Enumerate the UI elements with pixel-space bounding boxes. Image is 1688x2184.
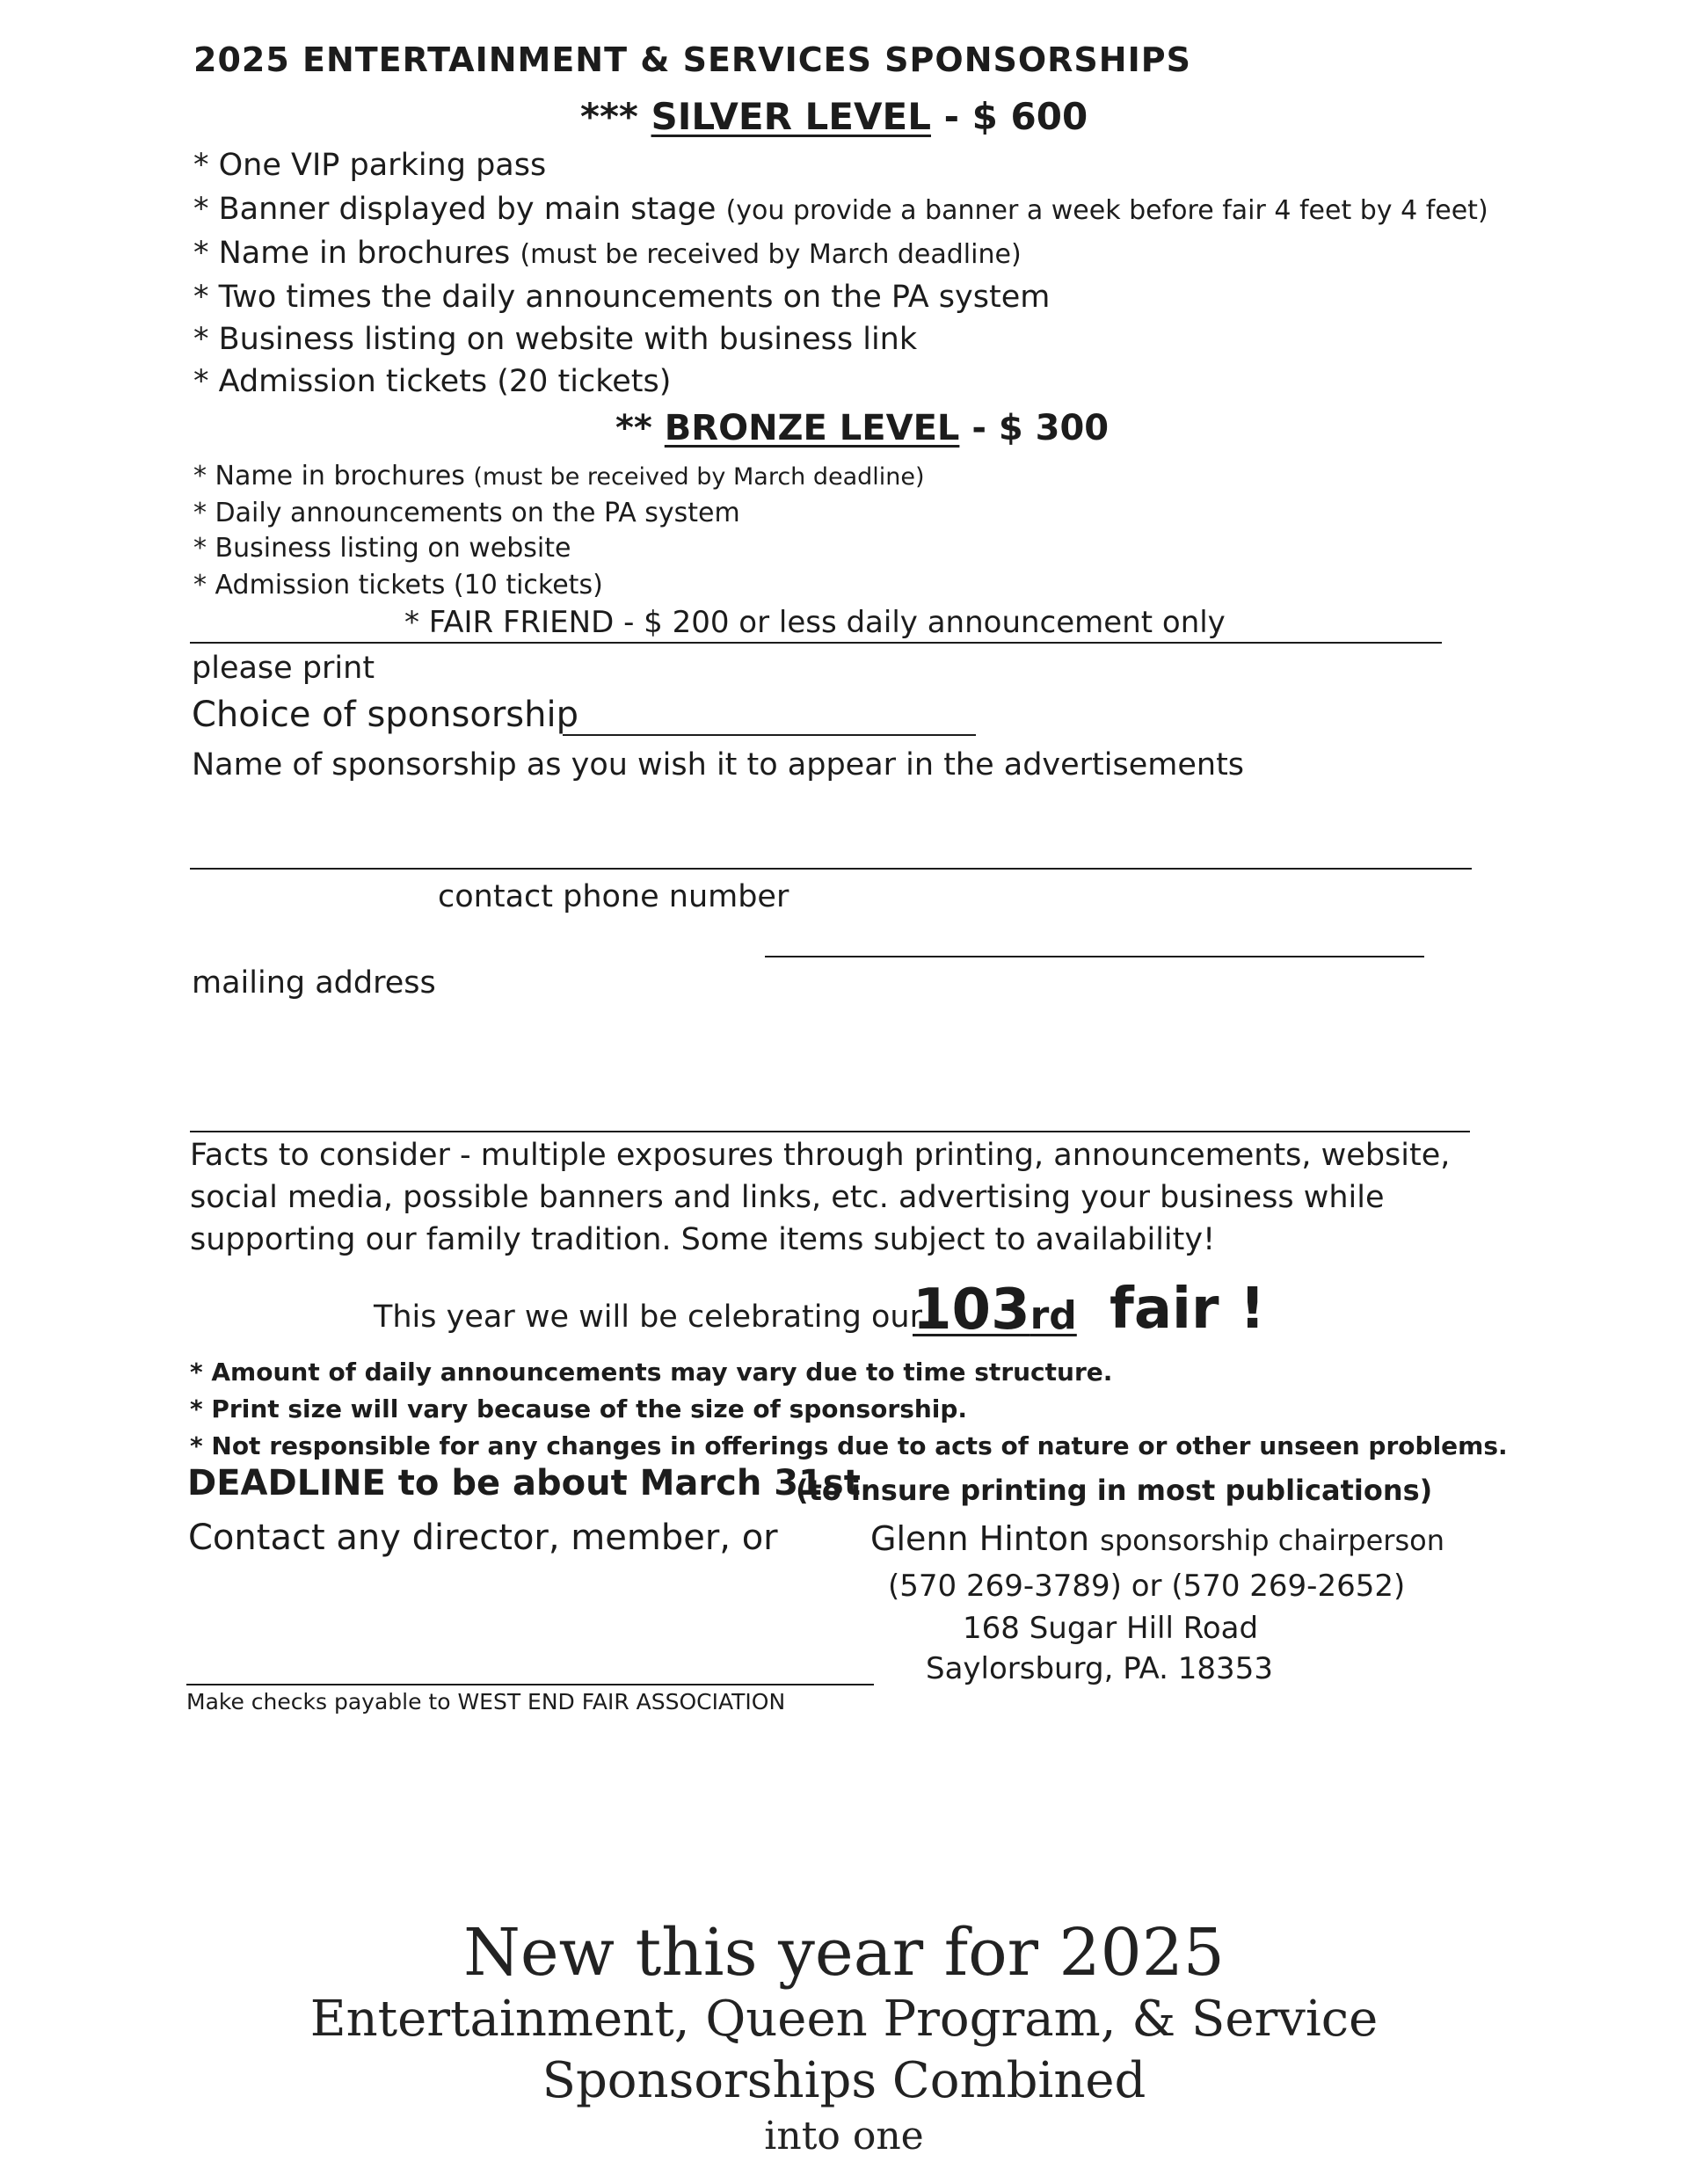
bronze-level-heading (615, 408, 1109, 448)
note-responsibility: * Not responsible for any changes in offerings due to acts of nature or other unseen problems. (190, 1431, 1508, 1460)
contact-phone-label: contact phone number (438, 879, 789, 914)
celebration-text: This year we will be celebrating our (374, 1299, 922, 1335)
deadline-note: (to insure printing in most publications) (796, 1474, 1433, 1507)
mailing-address-field[interactable] (190, 1131, 1470, 1132)
contact-phones: (570 269-3789) or (570 269-2652) (888, 1569, 1406, 1604)
bronze-benefit (193, 461, 925, 491)
into-one-line: into one (764, 2114, 924, 2159)
fair-number-value: 103 (913, 1278, 1030, 1343)
benefit-text: * Business listing on website (193, 533, 571, 564)
bronze-level-price: - $ 300 (971, 408, 1110, 448)
choice-of-sponsorship-label: Choice of sponsorship (192, 695, 578, 735)
page-title: 2025 ENTERTAINMENT & SERVICES SPONSORSHIPS (193, 40, 1191, 79)
fair-number-suffix: rd (1030, 1293, 1077, 1338)
sponsorship-name-label: Name of sponsorship as you wish it to appear in the advertisements (192, 747, 1245, 783)
silver-level-name: SILVER LEVEL (651, 95, 931, 138)
fair-exclamation: ! (1240, 1277, 1266, 1342)
silver-benefit (193, 322, 917, 357)
note-announcements: * Amount of daily announcements may vary due to time structure. (190, 1358, 1113, 1387)
silver-benefit (193, 192, 1488, 227)
benefit-note: (must be received by March deadline) (520, 239, 1022, 270)
choice-of-sponsorship-field[interactable] (563, 734, 976, 736)
combined-programs-line: Entertainment, Queen Program, & Service (309, 1991, 1379, 2048)
divider-line (190, 642, 1442, 644)
checks-payable-note: Make checks payable to WEST END FAIR ASSOCIATION (186, 1689, 786, 1714)
benefit-text: * One VIP parking pass (193, 148, 547, 183)
bronze-level-name: BRONZE LEVEL (664, 408, 960, 448)
chairperson-name: Glenn Hinton (870, 1519, 1090, 1558)
bronze-benefit (193, 498, 740, 528)
silver-benefit (193, 236, 1022, 271)
silver-level-price: - $ 600 (943, 95, 1088, 138)
fair-friend-line: * FAIR FRIEND - $ 200 or less daily announcement only (404, 605, 1226, 640)
silver-stars: *** (580, 95, 638, 138)
street-address: 168 Sugar Hill Road (963, 1611, 1259, 1646)
new-this-year-heading: New this year for 2025 (463, 1915, 1225, 1991)
silver-level-heading (580, 95, 1088, 138)
benefit-text: * Name in brochures (193, 461, 465, 491)
facts-paragraph: Facts to consider - multiple exposures through printing, announcements, website, social media, possible banners and links, etc. advertising your business while supporting our family tradition. Some items subject to availability! (190, 1138, 1451, 1257)
chairperson-role: sponsorship chairperson (1100, 1524, 1444, 1557)
chairperson (870, 1519, 1444, 1558)
silver-benefit (193, 280, 1050, 315)
signature-line[interactable] (186, 1684, 874, 1685)
benefit-text: * Two times the daily announcements on the PA system (193, 280, 1051, 315)
silver-benefit (193, 148, 546, 183)
benefit-text: * Admission tickets (10 tickets) (193, 570, 603, 601)
benefit-text: * Business listing on website with business link (193, 322, 918, 357)
sponsorships-combined-line: Sponsorships Combined (542, 2052, 1146, 2109)
bronze-benefit (193, 570, 603, 601)
benefit-text: * Admission tickets (20 tickets) (193, 364, 672, 399)
deadline-heading: DEADLINE to be about March 31st (187, 1463, 861, 1503)
mailing-address-label: mailing address (192, 965, 436, 1001)
benefit-text: * Banner displayed by main stage (193, 192, 717, 227)
benefit-note: (must be received by March deadline) (473, 463, 925, 491)
contact-phone-field[interactable] (765, 956, 1424, 957)
bronze-benefit (193, 533, 571, 564)
please-print-label: please print (192, 651, 375, 686)
benefit-note: (you provide a banner a week before fair 4 feet by 4 feet) (725, 195, 1488, 226)
benefit-text: * Name in brochures (193, 236, 511, 271)
note-print-size: * Print size will vary because of the size of sponsorship. (190, 1394, 968, 1423)
fair-number (913, 1278, 1077, 1343)
contact-any-text: Contact any director, member, or (188, 1518, 778, 1558)
benefit-text: * Daily announcements on the PA system (193, 498, 740, 528)
bronze-stars: ** (615, 408, 652, 448)
city-address: Saylorsburg, PA. 18353 (926, 1651, 1273, 1686)
sponsorship-name-field[interactable] (190, 868, 1472, 870)
silver-benefit (193, 364, 671, 399)
fair-word: fair (1110, 1277, 1219, 1342)
